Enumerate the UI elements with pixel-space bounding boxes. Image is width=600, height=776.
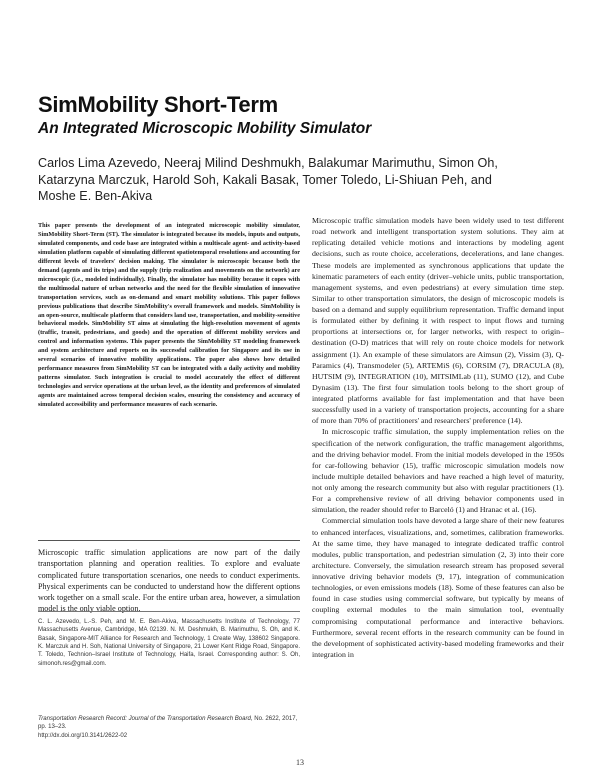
abstract	[38, 222, 300, 410]
citation-block	[38, 715, 300, 740]
citation-doi[interactable]: http://dx.doi.org/10.3141/2622-02	[38, 732, 128, 739]
intro-paragraph	[38, 547, 300, 615]
author-affiliations	[38, 618, 300, 668]
body-column-right	[312, 215, 564, 660]
citation-journal: Transportation Research Record: Journal of the Transportation Research Board,	[38, 716, 253, 722]
page-number: 13	[296, 758, 304, 767]
body-paragraph: Commercial simulation tools have devoted a large share of their new features to enhanced interfaces, visualizations, and, sometimes, calibration frameworks. At the same time, they have managed to integrate dedicated traffic control modules, public transportation, and pedestrian simulation (2, 3) into their core architecture. Conversely, the simulation research stream has proposed several innovative driving behavior models (9, 17), integration of communication technologies, or even emissions models (18). Some of these features can also be found in case studies using commercial software, but typically by means of coupling external modules to the main simulation tool, eventually compromising computational performance and interactive behaviors. Furthermore, several recent efforts in the research community can be found in the development of sophisticated activity-based modeling frameworks and their integration in	[312, 516, 564, 659]
intro-text: Microscopic traffic simulation applications are now part of the daily transportation planning and operation realities. To explore and evaluate complicated future transportation scenarios, one needs to conduct experiments. Physical experiments can be conducted to understand how the different options work together on a small scale. For the entire urban area, however, a simulation model is the only viable option.	[38, 548, 300, 614]
abstract-text: This paper presents the development of an integrated microscopic mobility simulator, SimMobility Short-Term (ST). The simulator is integrated because its models, inputs and outputs, simulated components, and code base are integrated within a multiscale agent- and activity-based simulation platform capable of simulating different spatiotemporal resolutions and accounting for different levels of travelers' decision making. The simulator is microscopic because both the demand (agents and its trips) and the supply (trip realization and movements on the network) are microscopic (i.e., modeled individually). Finally, the simulator has mobility because it copes with the multimodal nature of urban networks and the need for the flexible simulation of innovative transportation services, such as on-demand and smart mobility solutions. This paper follows previous publications that describe SimMobility's overall framework and models. SimMobility is an open-source, multiscale platform that considers land use, transportation, and mobility-sensitive behavioral models. SimMobility ST aims at simulating the high-resolution movement of agents (traffic, transit, pedestrians, and goods) and the operation of different mobility services and control and information systems. This paper presents the SimMobility ST modeling framework and system architecture and reports on its successful calibration for Singapore and its use in several scenarios of innovative mobility applications. The paper also shows how detailed performance measures from SimMobility ST can be integrated with a daily activity and mobility patterns simulator. Such integration is crucial to model accurately the effect of different technologies and service operations at the urban level, as the identity and preferences of simulated agents are maintained across temporal decision scales, ensuring the consistency and accuracy of simulated accessibility and performance measures of each scenario.	[38, 222, 300, 409]
citation-details: No. 2622, 2017, pp. 13–23.	[38, 716, 298, 731]
body-paragraph: In microscopic traffic simulation, the supply implementation relies on the specification of the network configuration, the traffic management algorithms, and the driving behavior model. From the initial models developed in the 1950s for car-following behavior (15), traffic microscopic simulation models now include multiple detailed behaviors and have reached a high level of maturity, not only among the research community but also with regular practitioners (1). For a comprehensive review of all driving behavior components used in simulation, the reader should refer to Barceló (1) and Hranac et al. (16).	[312, 427, 564, 515]
body-paragraph: Microscopic traffic simulation models have been widely used to test different road network and intelligent transportation system solutions. They aim at replicating detailed vehicle motions and interactions by modeling agent decisions, such as route choice, accelerations, decelerations, and lane changes. These models are implemented as synchronous applications that update the kinematic parameters of each entity (driver–vehicle units, public transportation, management systems, and even pedestrians) at every simulation time step. Similar to other transportation simulators, the design of microscopic models is based on a demand and supply equilibrium representation. Traffic demand input is formulated either by defining it with respect to input flows and turning proportions at intersections or, for larger networks, with respect to origin–destination (O-D) matrices that will rely on route choice models for network assignment (1). An example of these simulators are Aimsun (2), Vissim (3), Q-Paramics (4), Transmodeler (5), ARTEMiS (6), CORSIM (7), DRACULA (8), HUTSIM (9), INTEGRATION (10), MITSIMLab (11), SUMO (12), and Cube Dynasim (13). The first four simulation tools belong to the short group of integrated platforms available for fast implementation and that have been successfully used in a variety of transportation projects, accounting for a share of more than 70% of practitioners' and researchers' preference (14).	[312, 216, 564, 426]
footnote-divider	[38, 611, 300, 612]
affiliations-text: C. L. Azevedo, L.-S. Peh, and M. E. Ben-Akiva, Massachusetts Institute of Technology, 77 Massachusetts Avenue, Cambridge, MA 02139. N. M. Deshmukh, B. Marimuthu, S. Oh, and K. Basak, Singapore-MIT Alliance for Research and Technology, 1 Create Way, 138602 Singapore. K. Marczuk and H. Soh, National University of Singapore, 21 Lower Kent Ridge Road, Singapore. T. Toledo, Technion–Israel Institute of Technology, Haifa, Israel. Corresponding author: S. Oh, simonoh.res@gmail.com.	[38, 619, 300, 667]
paper-subtitle: An Integrated Microscopic Mobility Simulator	[38, 120, 372, 137]
paper-title: SimMobility Short-Term	[38, 92, 278, 117]
abstract-divider	[38, 540, 300, 541]
author-list: Carlos Lima Azevedo, Neeraj Milind Deshmukh, Balakumar Marimuthu, Simon Oh, Katarzyna Marczuk, Harold Soh, Kakali Basak, Tomer Toledo, Li-Shiuan Peh, and Moshe E. Ben-Akiva	[38, 156, 498, 204]
